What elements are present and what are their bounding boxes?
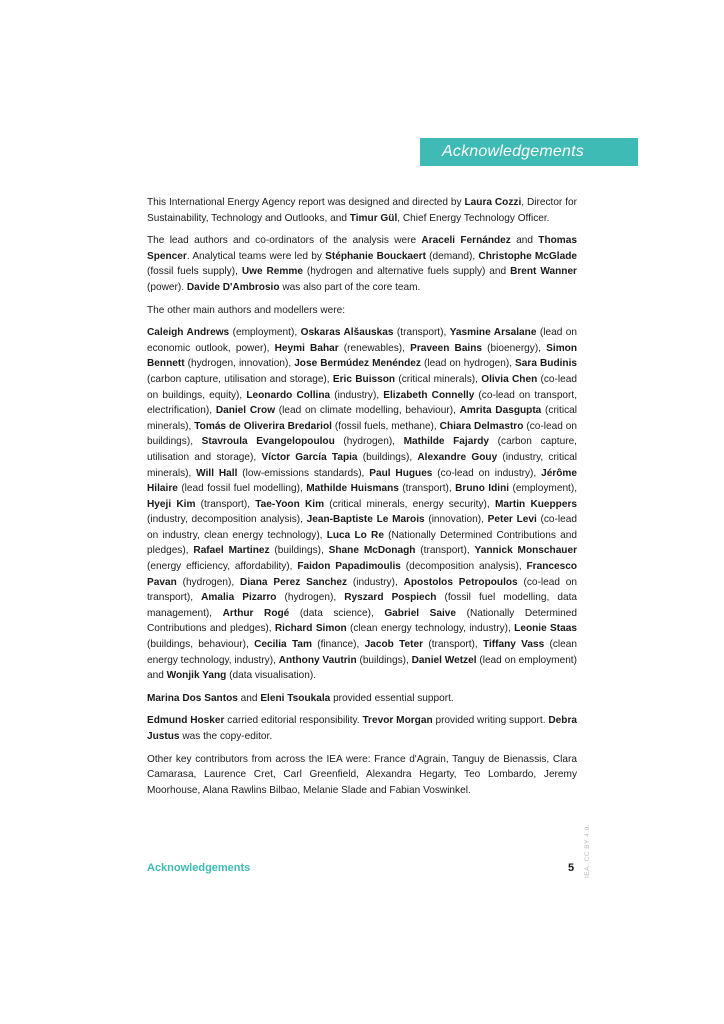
text-run: (lead on climate modelling, behaviour), <box>275 405 460 417</box>
text-run: (fossil fuel modelling, data management), <box>147 592 578 619</box>
person-name: Tiffany Vass <box>482 639 545 651</box>
person-name: Stéphanie Bouckaert <box>325 250 426 262</box>
person-name: Jean-Baptiste Le Marois <box>306 514 425 526</box>
text-run: was also part of the core team. <box>279 281 421 293</box>
text-run: (clean energy technology, industry), <box>346 623 515 635</box>
paragraph-support <box>147 691 577 707</box>
text-run: (finance), <box>311 639 365 651</box>
text-run: (transport), <box>398 483 456 495</box>
person-name: Tomás de Oliverira Bredariol <box>194 420 332 432</box>
text-run: (hydrogen), <box>276 592 345 604</box>
person-name: Thomas Spencer <box>147 235 577 262</box>
person-name: Bruno Idini <box>455 483 510 495</box>
person-name: Leonie Staas <box>514 623 577 635</box>
person-name: Cecilia Tam <box>254 639 312 651</box>
text-run: (energy efficiency, affordability), <box>147 561 298 573</box>
person-name: Wonjik Yang <box>166 670 227 682</box>
text-run: (industry, critical minerals), <box>147 451 577 479</box>
text-run: (buildings, behaviour), <box>147 639 255 651</box>
text-run: (demand), <box>425 250 479 262</box>
text-run: (hydrogen), <box>176 576 241 588</box>
person-name: Diana Perez Sanchez <box>240 576 348 588</box>
person-name: Luca Lo Re <box>326 529 384 541</box>
person-name: Tae-Yoon Kim <box>255 498 325 510</box>
paragraph-authors-list <box>147 325 577 684</box>
person-name: Debra Justus <box>147 715 577 742</box>
text-run: . Analytical teams were led by <box>186 250 326 262</box>
person-name: Gabriel Saive <box>384 607 457 619</box>
person-name: Anthony Vautrin <box>278 654 357 666</box>
person-name: Mathilde Huismans <box>306 483 399 495</box>
text-run: (carbon capture, utilisation and storage), <box>147 373 333 385</box>
body-text <box>147 195 577 805</box>
person-name: Yasmine Arsalane <box>449 327 537 339</box>
person-name: Francesco Pavan <box>147 561 577 588</box>
page-number: 5 <box>568 862 575 874</box>
section-banner-title: Acknowledgements <box>442 143 584 160</box>
text-run: (power). <box>147 281 187 293</box>
text-run: (industry), <box>330 389 384 401</box>
person-name: Will Hall <box>196 467 238 479</box>
person-name: Leonardo Collina <box>246 389 331 401</box>
person-name: Simon Bennett <box>147 342 577 370</box>
paragraph-direction <box>147 195 577 226</box>
paragraph-lead-authors <box>147 233 577 295</box>
license-note: IEA. CC BY 4.0. <box>584 824 591 878</box>
person-name: Chiara Delmastro <box>439 420 524 432</box>
text-run: (fossil fuels, methane), <box>331 420 440 432</box>
person-name: Martin Kueppers <box>494 498 578 510</box>
text-run: (transport), <box>195 498 256 510</box>
text-run: The other main authors and modellers were: <box>147 304 346 316</box>
text-run: , Chief Energy Technology Officer. <box>397 212 550 224</box>
person-name: Caleigh Andrews <box>147 327 230 339</box>
person-name: Trevor Morgan <box>362 715 433 727</box>
person-name: Daniel Crow <box>215 405 276 417</box>
text-run: was the copy-editor. <box>179 731 273 742</box>
person-name: Praveen Bains <box>410 342 483 354</box>
person-name: Sara Budinis <box>515 358 577 370</box>
person-name: Peter Levi <box>487 514 537 526</box>
person-name: Timur Gül <box>349 212 398 224</box>
person-name: Arthur Rogé <box>222 607 290 619</box>
text-run: (innovation), <box>424 514 488 526</box>
person-name: Elizabeth Connelly <box>383 389 475 401</box>
text-run: (co-lead on transport), <box>147 576 578 604</box>
text-run: (lead on hydrogen), <box>420 358 516 370</box>
person-name: Oskaras Alšauskas <box>300 327 394 339</box>
person-name: Ryszard Pospiech <box>344 592 437 604</box>
paragraph-other-contributors <box>147 752 577 799</box>
person-name: Uwe Remme <box>241 266 303 278</box>
person-name: Christophe McGlade <box>478 250 577 262</box>
text-run: (carbon capture, utilisation and storage), <box>147 436 577 463</box>
person-name: Amalia Pizarro <box>201 592 277 604</box>
text-run: (employment), <box>229 327 301 339</box>
person-name: Olivia Chen <box>481 373 538 385</box>
person-name: Rafael Martinez <box>193 545 270 557</box>
text-run: (low-emissions standards), <box>237 467 370 479</box>
person-name: Shane McDonagh <box>328 545 416 557</box>
text-run: (transport), <box>423 639 483 651</box>
text-run: (co-lead on transport, electrification), <box>147 389 578 417</box>
person-name: Jacob Teter <box>364 639 424 651</box>
text-run: provided writing support. <box>432 715 549 727</box>
person-name: Jose Bermúdez Menéndez <box>294 358 421 370</box>
person-name: Heymi Bahar <box>274 342 339 354</box>
person-name: Daniel Wetzel <box>411 654 477 666</box>
text-run: (hydrogen, innovation), <box>184 358 295 370</box>
person-name: Laura Cozzi <box>464 197 522 208</box>
person-name: Víctor García Tapia <box>261 451 358 463</box>
text-run: provided essential support. <box>330 692 454 704</box>
text-run: (fossil fuels supply), <box>147 266 242 278</box>
text-run: The lead authors and co-ordinators of the analysis were <box>147 235 422 247</box>
person-name: Eleni Tsoukala <box>260 692 331 704</box>
text-run: , Director for Sustainability, Technology and Outlooks, and <box>147 197 577 224</box>
text-run: (co-lead on buildings), <box>147 420 577 448</box>
text-run: (data science), <box>289 607 385 619</box>
paragraph-editorial <box>147 713 577 744</box>
section-banner <box>420 138 638 166</box>
person-name: Amrita Dasgupta <box>459 405 542 417</box>
text-run: (critical minerals), <box>395 373 482 385</box>
text-run: (hydrogen), <box>334 436 404 448</box>
text-run: (renewables), <box>338 342 411 354</box>
person-name: Brent Wanner <box>510 266 577 278</box>
text-run: (lead on employment) and <box>147 654 577 682</box>
text-run: carried editorial responsibility. <box>224 715 363 727</box>
text-run: (buildings), <box>357 451 418 463</box>
person-name: Apostolos Petropoulos <box>403 576 518 588</box>
person-name: Paul Hugues <box>369 467 433 479</box>
person-name: Stavroula Evangelopoulou <box>201 436 335 448</box>
person-name: Marina Dos Santos <box>147 692 238 704</box>
paragraph-authors-intro <box>147 303 577 319</box>
text-run: (co-lead on buildings, equity), <box>147 373 577 401</box>
text-run: (transport), <box>393 327 450 339</box>
person-name: Jérôme Hilaire <box>147 467 578 495</box>
text-run: (employment), <box>509 483 578 495</box>
person-name: Alexandre Gouy <box>417 451 498 463</box>
text-run: (critical minerals, energy security), <box>324 498 495 510</box>
person-name: Araceli Fernández <box>421 235 511 247</box>
person-name: Yannick Monschauer <box>474 545 578 557</box>
footer-section-title: Acknowledgements <box>147 862 251 874</box>
person-name: Richard Simon <box>274 623 347 635</box>
text-run: (buildings), <box>356 654 412 666</box>
person-name: Eric Buisson <box>332 373 396 385</box>
text-run: (bioenergy), <box>482 342 547 354</box>
text-run: This International Energy Agency report was designed and directed by <box>147 197 465 208</box>
text-run: (co-lead on industry), <box>432 467 542 479</box>
person-name: Edmund Hosker <box>147 715 225 727</box>
text-run: (buildings), <box>269 545 329 557</box>
text-run: (industry, decomposition analysis), <box>147 514 307 526</box>
text-run: (data visualisation). <box>226 670 317 682</box>
text-run: (transport), <box>415 545 475 557</box>
text-run: (Nationally Determined Contributions and pledges), <box>147 607 578 635</box>
person-name: Davide D'Ambrosio <box>186 281 280 293</box>
text-run: (decomposition analysis), <box>400 561 527 573</box>
text-run: (hydrogen and alternative fuels supply) and <box>302 266 511 278</box>
text-run: (lead fossil fuel modelling), <box>177 483 307 495</box>
text-run: (Nationally Determined Contributions and pledges), <box>147 529 577 557</box>
text-run: (lead on economic outlook, power), <box>147 327 578 354</box>
text-run: and <box>510 235 539 247</box>
person-name: Mathilde Fajardy <box>403 436 490 448</box>
text-run: and <box>237 692 261 704</box>
text-run: Other key contributors from across the IEA were: France d'Agrain, Tanguy de Bienassis, Clara Camarasa, Laurence Cret, Carl Greenfield, Alexandra Hegarty, Teo Lombardo, Jeremy Moorhouse, Alana Rawlins Bilbao, Melanie Slade and Fabian Voswinkel. <box>147 753 577 796</box>
text-run: (clean energy technology, industry), <box>147 639 577 666</box>
text-run: (co-lead on industry, clean energy technology), <box>147 514 577 541</box>
text-run: (critical minerals), <box>147 405 578 432</box>
person-name: Hyeji Kim <box>147 498 196 510</box>
person-name: Faidon Papadimoulis <box>297 561 401 573</box>
text-run: (industry), <box>347 576 404 588</box>
